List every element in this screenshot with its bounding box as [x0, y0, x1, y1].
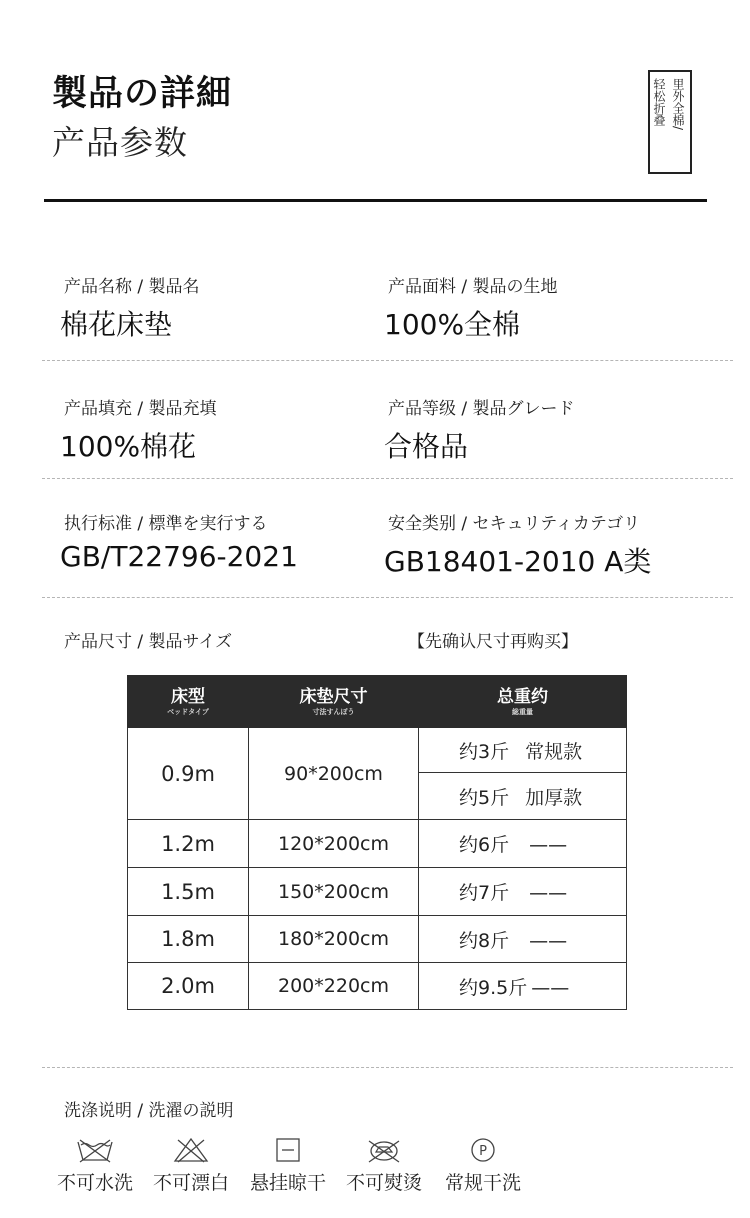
table-row	[128, 963, 627, 1010]
wash-label-no-iron: 不可熨烫	[345, 1172, 422, 1194]
header-title: 床垫尺寸	[299, 686, 368, 707]
header-mattress-size	[249, 676, 419, 728]
feature-badge	[648, 70, 692, 174]
wash-item-hang-dry	[238, 1136, 338, 1195]
spec-value-grade: 合格品	[384, 430, 469, 463]
spec-value-fabric: 100%全棉	[384, 308, 521, 341]
weight-value: 约5斤	[459, 786, 510, 809]
cell-weight	[419, 916, 627, 963]
dashed-divider	[42, 597, 733, 598]
cell-size: 180*200cm	[249, 916, 419, 963]
cell-weight	[419, 868, 627, 916]
no-iron-icon	[363, 1136, 405, 1164]
spec-value-filling: 100%棉花	[60, 430, 197, 463]
weight-value: 约8斤	[459, 929, 510, 952]
wash-label-no-bleach: 不可漂白	[152, 1172, 229, 1194]
spec-value-standard: GB/T22796-2021	[60, 540, 298, 573]
cell-weight	[419, 820, 627, 868]
cell-bed: 1.5m	[128, 868, 249, 916]
weight-value: 约6斤	[459, 834, 510, 856]
svg-text:P: P	[479, 1144, 487, 1159]
model-type: ——	[531, 976, 570, 999]
size-section-label: 产品尺寸 / 製品サイズ	[64, 632, 233, 652]
page-title-cn: 产品参数	[52, 123, 188, 162]
header-subtitle: ベッドタイプ	[167, 707, 209, 716]
spec-label-standard: 执行标准 / 標準を実行する	[64, 514, 268, 534]
cell-weight	[419, 728, 627, 773]
model-type: ——	[529, 834, 568, 856]
badge-text-foldable: 轻松折叠	[652, 78, 666, 126]
table-row	[128, 916, 627, 963]
no-wash-icon	[74, 1136, 116, 1164]
spec-label-grade: 产品等级 / 製品グレード	[388, 399, 575, 419]
wash-label-no-wash: 不可水洗	[56, 1172, 133, 1194]
cell-size: 150*200cm	[249, 868, 419, 916]
table-row	[128, 820, 627, 868]
header-divider	[44, 199, 707, 202]
cell-weight	[419, 963, 627, 1010]
washing-section-label: 洗涤说明 / 洗濯の説明	[64, 1101, 234, 1121]
header-total-weight	[419, 676, 627, 728]
header-title: 床型	[171, 686, 205, 707]
weight-value: 约9.5斤	[459, 976, 528, 999]
page-title-jp: 製品の詳細	[52, 74, 233, 114]
spec-value-product-name: 棉花床垫	[60, 308, 173, 341]
spec-label-product-name: 产品名称 / 製品名	[64, 277, 200, 297]
weight-value: 约7斤	[459, 882, 510, 904]
wash-item-no-wash	[45, 1136, 145, 1195]
dashed-divider	[42, 360, 733, 361]
spec-label-fabric: 产品面料 / 製品の生地	[388, 277, 558, 297]
wash-item-dry-clean	[433, 1136, 533, 1195]
cell-size: 200*220cm	[249, 963, 419, 1010]
dry-clean-icon	[462, 1136, 504, 1164]
weight-value: 约3斤	[459, 740, 510, 763]
table-header-row	[128, 676, 627, 728]
table-row	[128, 868, 627, 916]
model-type: 常规款	[525, 740, 583, 763]
table-row	[128, 728, 627, 773]
spec-label-filling: 产品填充 / 製品充填	[64, 399, 217, 419]
cell-bed: 2.0m	[128, 963, 249, 1010]
badge-text-cotton: 里外全棉/	[671, 78, 685, 131]
hang-dry-icon	[267, 1136, 309, 1164]
header-bed-type	[128, 676, 249, 728]
cell-size: 120*200cm	[249, 820, 419, 868]
model-type: ——	[529, 929, 568, 952]
no-bleach-icon	[170, 1136, 212, 1164]
cell-bed: 1.8m	[128, 916, 249, 963]
model-type: 加厚款	[525, 786, 583, 809]
wash-item-no-iron	[334, 1136, 434, 1195]
model-type: ——	[529, 882, 568, 904]
dashed-divider	[42, 478, 733, 479]
spec-label-safety: 安全类别 / セキュリティカテゴリ	[388, 514, 641, 534]
cell-size: 90*200cm	[249, 728, 419, 820]
spec-value-safety: GB18401-2010 A类	[384, 545, 652, 578]
wash-item-no-bleach	[141, 1136, 241, 1195]
header-title: 总重约	[497, 686, 548, 707]
header-subtitle: 寸法すんぽう	[312, 707, 355, 716]
size-note: 【先确认尺寸再购买】	[408, 632, 578, 652]
size-table	[127, 675, 627, 1010]
cell-bed: 1.2m	[128, 820, 249, 868]
cell-weight	[419, 773, 627, 820]
cell-bed: 0.9m	[128, 728, 249, 820]
dashed-divider	[42, 1067, 733, 1068]
header-subtitle: 総重量	[512, 707, 533, 716]
wash-label-dry-clean: 常规干洗	[444, 1172, 521, 1194]
wash-label-hang-dry: 悬挂晾干	[249, 1172, 326, 1194]
